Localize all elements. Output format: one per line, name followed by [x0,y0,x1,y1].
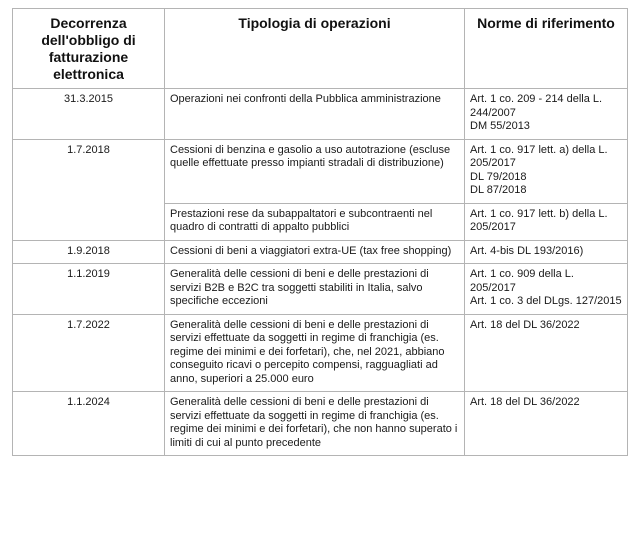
table-body [13,89,628,456]
reference-line: DL 87/2018 [470,184,527,196]
reference-line: Art. 1 co. 209 - 214 della L. 244/2007 [470,93,603,119]
header-row [13,9,628,89]
operation-cell: Cessioni di benzina e gasolio a uso autotrazione (escluse quelle effettuate presso impianti stradali di distribuzione) [165,139,465,203]
table-row [13,392,628,456]
reference-line: Art. 18 del DL 36/2022 [470,318,580,331]
table-row [13,240,628,264]
operation-cell: Prestazioni rese da subappaltatori e subcontraenti nel quadro di contratti di appalto pubblici [165,203,465,240]
operation-cell: Generalità delle cessioni di beni e delle prestazioni di servizi effettuate da soggetti in regime di franchigia (es. regime dei minimi e dei forfetari), che non hanno superato i limiti di cui al punto precedente [165,392,465,456]
table-header [13,9,628,89]
reference-cell [465,89,628,140]
header-operation-type: Tipologia di operazioni [165,9,465,89]
reference-line: DM 55/2013 [470,120,530,132]
operation-cell: Operazioni nei confronti della Pubblica amministrazione [165,89,465,140]
reference-cell [465,139,628,203]
start-date-cell: 1.7.2022 [13,314,165,392]
operation-cell: Cessioni di beni a viaggiatori extra-UE (tax free shopping) [165,240,465,264]
reference-line: Art. 18 del DL 36/2022 [470,396,580,408]
reference-line: Art. 1 co. 909 della L. 205/2017 [470,268,574,294]
table-row [13,89,628,140]
reference-cell [465,392,628,456]
start-date-cell: 1.1.2024 [13,392,165,456]
start-date-cell: 31.3.2015 [13,89,165,140]
reference-line: Art. 4-bis DL 193/2016) [470,244,584,257]
regulations-table [12,8,628,456]
reference-line: Art. 1 co. 3 del DLgs. 127/2015 [470,295,622,307]
start-date-cell: 1.9.2018 [13,240,165,264]
start-date-cell: 1.1.2019 [13,264,165,315]
reference-cell [465,203,628,240]
table-row [13,264,628,315]
reference-line: DL 79/2018 [470,170,527,183]
operation-cell: Generalità delle cessioni di beni e delle prestazioni di servizi effettuate da soggetti in regime di franchigia (es. regime dei minimi e dei forfetari), che, nel 2021, abbiano conseguito ricavi o percepito compensi, ragguagliati ad anno, superiori a 25.000 euro [165,314,465,392]
header-reference-norms: Norme di riferimento [465,9,628,89]
operation-cell: Generalità delle cessioni di beni e delle prestazioni di servizi B2B e B2C tra soggetti stabiliti in Italia, salvo specifiche eccezioni [165,264,465,315]
header-start-date: Decorrenza dell'obbligo di fatturazione elettronica [13,9,165,89]
reference-line: Art. 1 co. 917 lett. b) della L. 205/2017 [470,207,608,233]
reference-cell [465,314,628,392]
table-row [13,314,628,392]
table-row [13,139,628,203]
reference-line: Art. 1 co. 917 lett. a) della L. 205/2017 [470,143,608,169]
reference-cell [465,264,628,315]
start-date-cell: 1.7.2018 [13,139,165,240]
reference-cell [465,240,628,264]
